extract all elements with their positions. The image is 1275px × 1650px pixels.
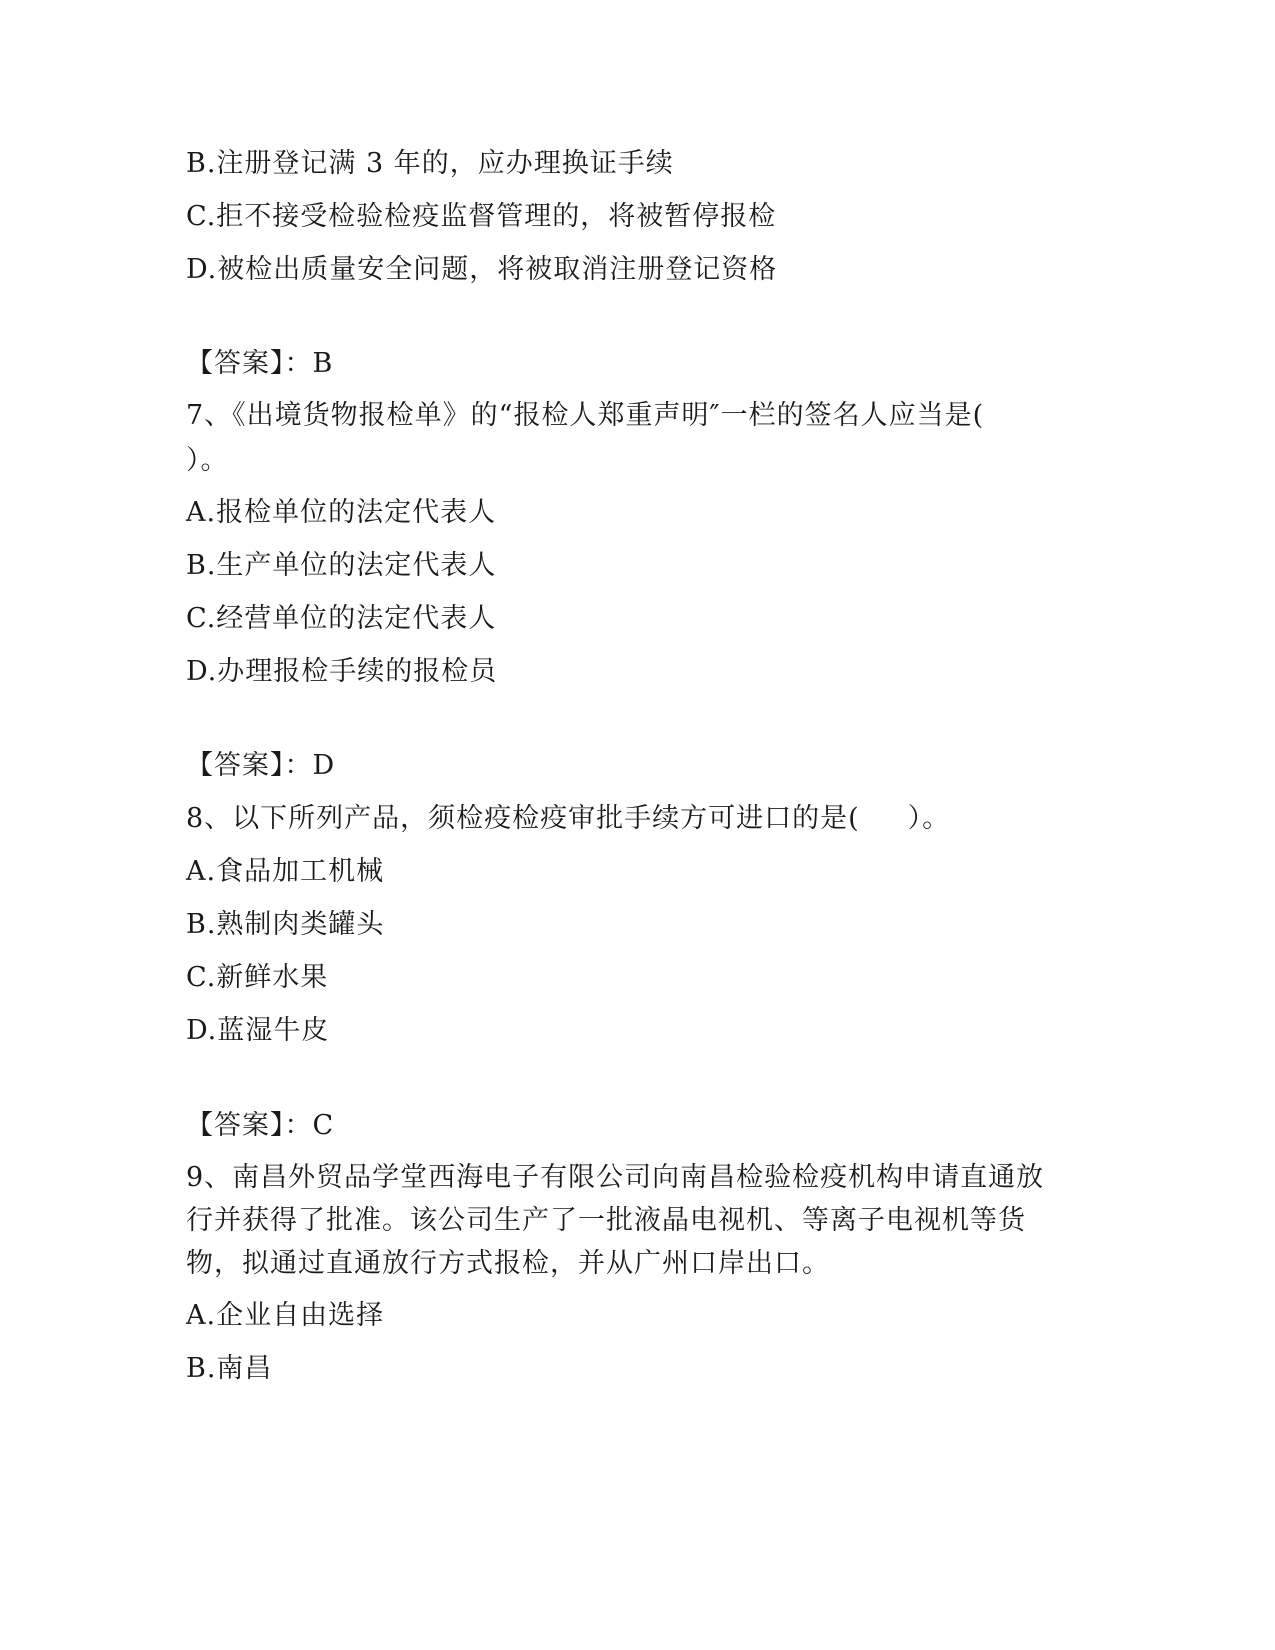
q6-option-d: D.被检出质量安全问题，将被取消注册登记资格 <box>186 254 778 285</box>
q7-option-c: C.经营单位的法定代表人 <box>186 603 497 634</box>
q9-option-a: A.企业自由选择 <box>186 1300 385 1331</box>
q8-option-c: C.新鲜水果 <box>186 962 329 993</box>
q7-option-b: B.生产单位的法定代表人 <box>186 550 497 581</box>
q7-stem-line1: 7、《出境货物报检单》的“报检人郑重声明″一栏的签名人应当是( <box>186 400 985 431</box>
q9-stem-line1: 9、南昌外贸品学堂西海电子有限公司向南昌检验检疫机构申请直通放 <box>186 1162 1045 1193</box>
q7-answer: 【答案】：D <box>186 750 336 781</box>
q8-answer: 【答案】：C <box>186 1110 335 1141</box>
q6-option-b: B.注册登记满 3 年的，应办理换证手续 <box>186 148 674 179</box>
q9-option-b: B.南昌 <box>186 1353 273 1384</box>
q8-option-a: A.食品加工机械 <box>186 856 385 887</box>
q6-answer: 【答案】：B <box>186 348 334 379</box>
q7-option-a: A.报检单位的法定代表人 <box>186 497 497 528</box>
q7-stem-line2: ）。 <box>186 445 229 476</box>
q8-stem: 8、以下所列产品，须检疫检疫审批手续方可进口的是( ）。 <box>186 803 951 834</box>
q8-option-d: D.蓝湿牛皮 <box>186 1015 330 1046</box>
q8-option-b: B.熟制肉类罐头 <box>186 909 385 940</box>
q9-stem-line2: 行并获得了批准。该公司生产了一批液晶电视机、等离子电视机等货 <box>186 1205 1026 1236</box>
q7-option-d: D.办理报检手续的报检员 <box>186 656 498 687</box>
q6-option-c: C.拒不接受检验检疫监督管理的，将被暂停报检 <box>186 201 777 232</box>
q9-stem-line3: 物，拟通过直通放行方式报检，并从广州口岸出口。 <box>186 1248 830 1279</box>
